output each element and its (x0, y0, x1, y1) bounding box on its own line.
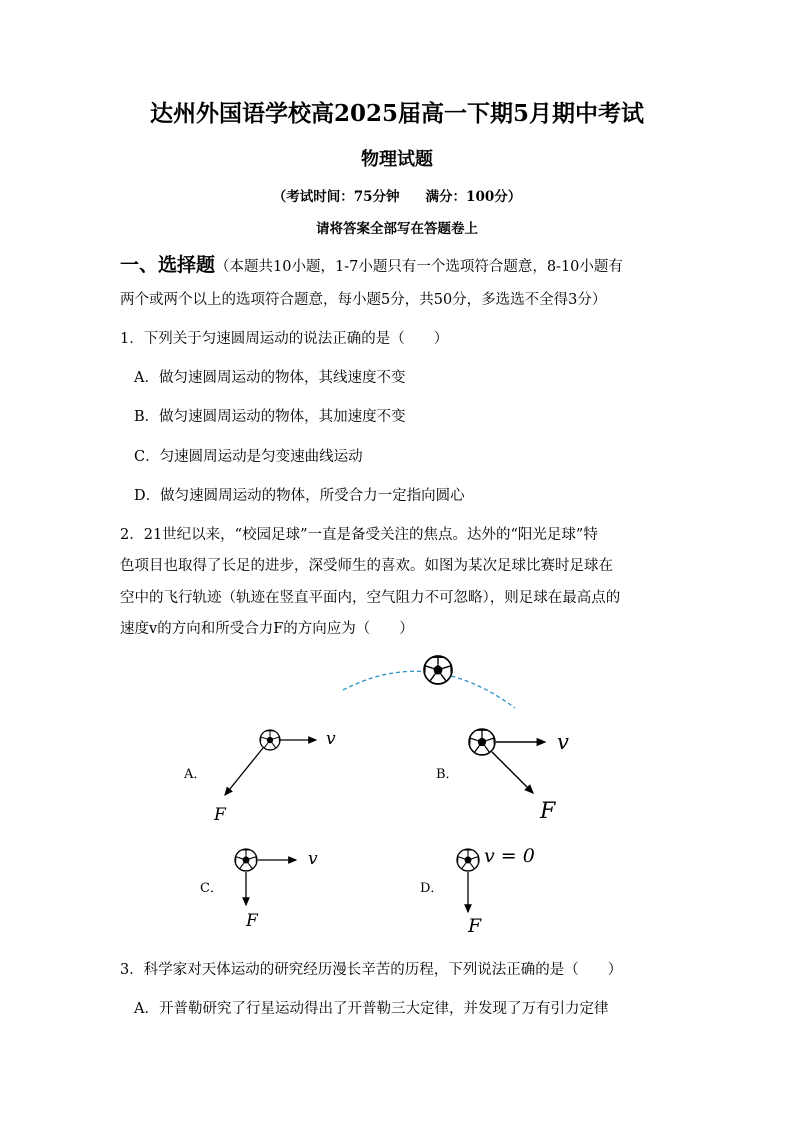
q2-stem-line-1: 2．21世纪以来，“校园足球”一直是备受关注的焦点。达外的“阳光足球”特 (120, 527, 598, 543)
section-instructions-1: （本题共10小题，1-7小题只有一个选项符合题意，8-10小题有 (215, 259, 623, 275)
fig-label-c: C． (200, 881, 223, 896)
exam-time: （考试时间：75分钟 (272, 189, 400, 205)
f-label-d: F (468, 915, 482, 937)
q1-option-b: B．做匀速圆周运动的物体，其加速度不变 (134, 409, 406, 425)
v-label-c: v (308, 849, 318, 869)
exam-meta (0, 185, 794, 205)
q2-stem-line-2: 色项目也取得了长足的进步，深受师生的喜欢。如图为某次足球比赛时足球在 (120, 558, 613, 574)
football-d (457, 849, 479, 871)
q2-stem-line-3: 空中的飞行轨迹（轨迹在竖直平面内，空气阻力不可忽略），则足球在最高点的 (120, 590, 621, 606)
football-b (469, 729, 495, 755)
full-score: 满分：100分） (425, 189, 522, 205)
q1-stem: 1．下列关于匀速圆周运动的说法正确的是（ ） (120, 331, 449, 347)
fig-label-a: A． (184, 767, 207, 782)
section-heading: 一、选择题 (120, 254, 216, 276)
q1-option-d: D．做匀速圆周运动的物体，所受合力一定指向圆心 (134, 488, 465, 504)
f-label-a: F (214, 805, 226, 825)
v-label-b: v (557, 730, 569, 754)
f-label-c: F (246, 911, 258, 931)
q1-option-c: C．匀速圆周运动是匀变速曲线运动 (134, 449, 363, 465)
q3-stem: 3．科学家对天体运动的研究经历漫长辛苦的历程，下列说法正确的是（ ） (120, 962, 623, 978)
q3-option-a: A．开普勒研究了行星运动得出了开普勒三大定律，并发现了万有引力定律 (134, 1001, 609, 1017)
fig-label-d: D． (420, 881, 444, 896)
fig-label-b: B． (436, 767, 459, 782)
exam-subtitle: 物理试题 (361, 149, 433, 170)
answer-notice: 请将答案全部写在答题卷上 (316, 221, 478, 237)
football-top (424, 656, 452, 684)
football-a (260, 730, 280, 750)
exam-title: 达州外国语学校高2025届高一下期5月期中考试 (149, 100, 645, 127)
f-label-b: F (540, 799, 556, 824)
q1-option-a: A．做匀速圆周运动的物体，其线速度不变 (134, 370, 406, 386)
section-heading-line (120, 250, 623, 277)
v-label-a: v (326, 729, 336, 749)
q2-figure (0, 640, 794, 940)
football-c (235, 849, 257, 871)
section-instructions-2: 两个或两个以上的选项符合题意，每小题5分，共50分，多选选不全得3分） (120, 292, 607, 308)
q2-stem-line-4: 速度v的方向和所受合力F的方向应为（ ） (120, 621, 414, 637)
v-zero-label: v = 0 (484, 845, 535, 867)
